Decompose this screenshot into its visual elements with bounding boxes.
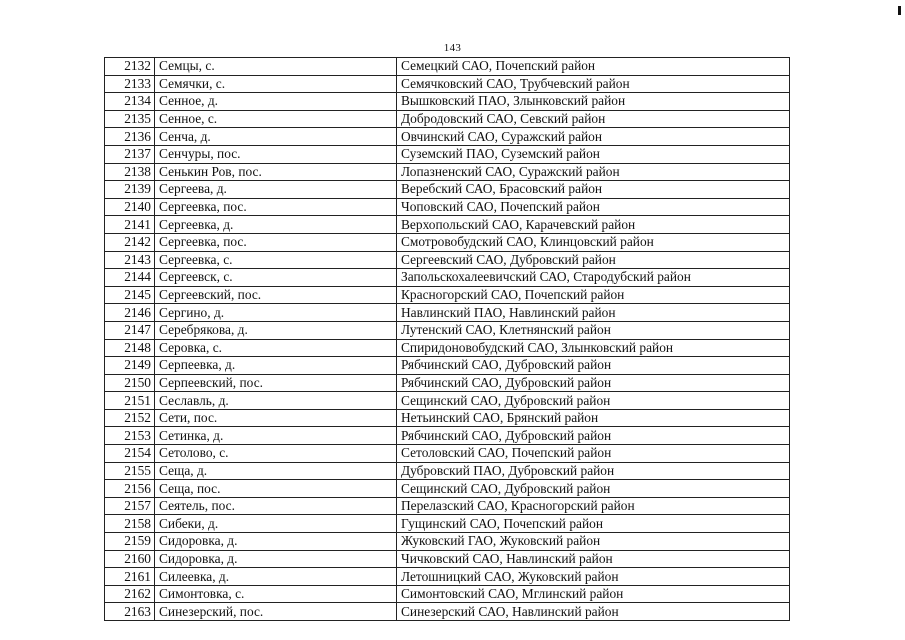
settlement-table-body [105, 58, 790, 621]
row-number-cell: 2137 [105, 145, 155, 163]
administration-cell: Синезерский САО, Навлинский район [397, 603, 790, 621]
row-number-cell: 2153 [105, 427, 155, 445]
settlement-name-cell: Серпеевка, д. [155, 357, 397, 375]
row-number-cell: 2136 [105, 128, 155, 146]
table-row [105, 445, 790, 463]
administration-cell: Верхопольский САО, Карачевский район [397, 216, 790, 234]
table-row [105, 462, 790, 480]
settlement-name-cell: Сеславль, д. [155, 392, 397, 410]
row-number-cell: 2133 [105, 75, 155, 93]
table-row [105, 339, 790, 357]
administration-cell: Семецкий САО, Почепский район [397, 58, 790, 76]
settlement-name-cell: Сергеевский, пос. [155, 286, 397, 304]
settlement-name-cell: Сергеевка, пос. [155, 233, 397, 251]
settlement-name-cell: Сергеевка, с. [155, 251, 397, 269]
row-number-cell: 2135 [105, 110, 155, 128]
row-number-cell: 2134 [105, 93, 155, 111]
administration-cell: Красногорский САО, Почепский район [397, 286, 790, 304]
table-row [105, 497, 790, 515]
row-number-cell: 2148 [105, 339, 155, 357]
settlement-name-cell: Сеща, д. [155, 462, 397, 480]
administration-cell: Навлинский ПАО, Навлинский район [397, 304, 790, 322]
settlement-name-cell: Сети, пос. [155, 409, 397, 427]
administration-cell: Симонтовский САО, Мглинский район [397, 585, 790, 603]
administration-cell: Рябчинский САО, Дубровский район [397, 357, 790, 375]
row-number-cell: 2138 [105, 163, 155, 181]
row-number-cell: 2143 [105, 251, 155, 269]
administration-cell: Летошницкий САО, Жуковский район [397, 568, 790, 586]
table-row [105, 233, 790, 251]
row-number-cell: 2142 [105, 233, 155, 251]
table-row [105, 286, 790, 304]
row-number-cell: 2132 [105, 58, 155, 76]
table-row [105, 550, 790, 568]
row-number-cell: 2147 [105, 321, 155, 339]
settlement-name-cell: Сидоровка, д. [155, 533, 397, 551]
administration-cell: Лопазненский САО, Суражский район [397, 163, 790, 181]
settlement-name-cell: Серебрякова, д. [155, 321, 397, 339]
row-number-cell: 2157 [105, 497, 155, 515]
table-row [105, 145, 790, 163]
settlement-name-cell: Сенькин Ров, пос. [155, 163, 397, 181]
row-number-cell: 2162 [105, 585, 155, 603]
row-number-cell: 2161 [105, 568, 155, 586]
settlement-table [104, 57, 790, 621]
administration-cell: Дубровский ПАО, Дубровский район [397, 462, 790, 480]
settlement-name-cell: Семячки, с. [155, 75, 397, 93]
settlement-name-cell: Сергеева, д. [155, 181, 397, 199]
row-number-cell: 2150 [105, 374, 155, 392]
table-row [105, 304, 790, 322]
table-row [105, 128, 790, 146]
row-number-cell: 2156 [105, 480, 155, 498]
table-row [105, 269, 790, 287]
row-number-cell: 2158 [105, 515, 155, 533]
administration-cell: Запольскохалеевичский САО, Стародубский район [397, 269, 790, 287]
row-number-cell: 2160 [105, 550, 155, 568]
table-row [105, 480, 790, 498]
settlement-name-cell: Серовка, с. [155, 339, 397, 357]
administration-cell: Веребский САО, Брасовский район [397, 181, 790, 199]
row-number-cell: 2152 [105, 409, 155, 427]
row-number-cell: 2163 [105, 603, 155, 621]
settlement-name-cell: Сидоровка, д. [155, 550, 397, 568]
row-number-cell: 2154 [105, 445, 155, 463]
administration-cell: Добродовский САО, Севский район [397, 110, 790, 128]
table-row [105, 198, 790, 216]
administration-cell: Суземский ПАО, Суземский район [397, 145, 790, 163]
table-row [105, 392, 790, 410]
administration-cell: Рябчинский САО, Дубровский район [397, 374, 790, 392]
table-row [105, 409, 790, 427]
settlement-name-cell: Синезерский, пос. [155, 603, 397, 621]
administration-cell: Чичковский САО, Навлинский район [397, 550, 790, 568]
page-number: 143 [443, 42, 462, 54]
table-row [105, 515, 790, 533]
table-row [105, 110, 790, 128]
administration-cell: Овчинский САО, Суражский район [397, 128, 790, 146]
table-row [105, 321, 790, 339]
administration-cell: Жуковский ГАО, Жуковский район [397, 533, 790, 551]
administration-cell: Смотровобудский САО, Клинцовский район [397, 233, 790, 251]
settlement-name-cell: Сетинка, д. [155, 427, 397, 445]
settlement-name-cell: Семцы, с. [155, 58, 397, 76]
administration-cell: Вышковский ПАО, Злынковский район [397, 93, 790, 111]
settlement-name-cell: Сеща, пос. [155, 480, 397, 498]
page-edge-mark [898, 6, 901, 15]
settlement-name-cell: Сенное, д. [155, 93, 397, 111]
administration-cell: Сетоловский САО, Почепский район [397, 445, 790, 463]
administration-cell: Перелазский САО, Красногорский район [397, 497, 790, 515]
administration-cell: Спиридоновобудский САО, Злынковский район [397, 339, 790, 357]
table-row [105, 181, 790, 199]
administration-cell: Лутенский САО, Клетнянский район [397, 321, 790, 339]
table-row [105, 533, 790, 551]
row-number-cell: 2151 [105, 392, 155, 410]
administration-cell: Сергеевский САО, Дубровский район [397, 251, 790, 269]
administration-cell: Семячковский САО, Трубчевский район [397, 75, 790, 93]
administration-cell: Рябчинский САО, Дубровский район [397, 427, 790, 445]
table-row [105, 427, 790, 445]
settlement-name-cell: Сергеевка, пос. [155, 198, 397, 216]
table-row [105, 374, 790, 392]
settlement-name-cell: Сергино, д. [155, 304, 397, 322]
settlement-name-cell: Сенча, д. [155, 128, 397, 146]
settlement-name-cell: Серпеевский, пос. [155, 374, 397, 392]
settlement-name-cell: Сергеевск, с. [155, 269, 397, 287]
table-row [105, 163, 790, 181]
table-row [105, 75, 790, 93]
row-number-cell: 2149 [105, 357, 155, 375]
table-row [105, 58, 790, 76]
settlement-name-cell: Силеевка, д. [155, 568, 397, 586]
table-row [105, 216, 790, 234]
table-row [105, 357, 790, 375]
row-number-cell: 2155 [105, 462, 155, 480]
row-number-cell: 2144 [105, 269, 155, 287]
table-row [105, 603, 790, 621]
row-number-cell: 2146 [105, 304, 155, 322]
administration-cell: Сещинский САО, Дубровский район [397, 392, 790, 410]
table-row [105, 568, 790, 586]
settlement-name-cell: Сенчуры, пос. [155, 145, 397, 163]
row-number-cell: 2159 [105, 533, 155, 551]
administration-cell: Сещинский САО, Дубровский район [397, 480, 790, 498]
settlement-name-cell: Сибеки, д. [155, 515, 397, 533]
row-number-cell: 2141 [105, 216, 155, 234]
administration-cell: Нетьинский САО, Брянский район [397, 409, 790, 427]
administration-cell: Чоповский САО, Почепский район [397, 198, 790, 216]
row-number-cell: 2139 [105, 181, 155, 199]
row-number-cell: 2140 [105, 198, 155, 216]
settlement-name-cell: Симонтовка, с. [155, 585, 397, 603]
settlement-name-cell: Сенное, с. [155, 110, 397, 128]
settlement-name-cell: Сетолово, с. [155, 445, 397, 463]
table-row [105, 93, 790, 111]
row-number-cell: 2145 [105, 286, 155, 304]
table-row [105, 251, 790, 269]
settlement-name-cell: Сеятель, пос. [155, 497, 397, 515]
table-row [105, 585, 790, 603]
administration-cell: Гущинский САО, Почепский район [397, 515, 790, 533]
settlement-name-cell: Сергеевка, д. [155, 216, 397, 234]
